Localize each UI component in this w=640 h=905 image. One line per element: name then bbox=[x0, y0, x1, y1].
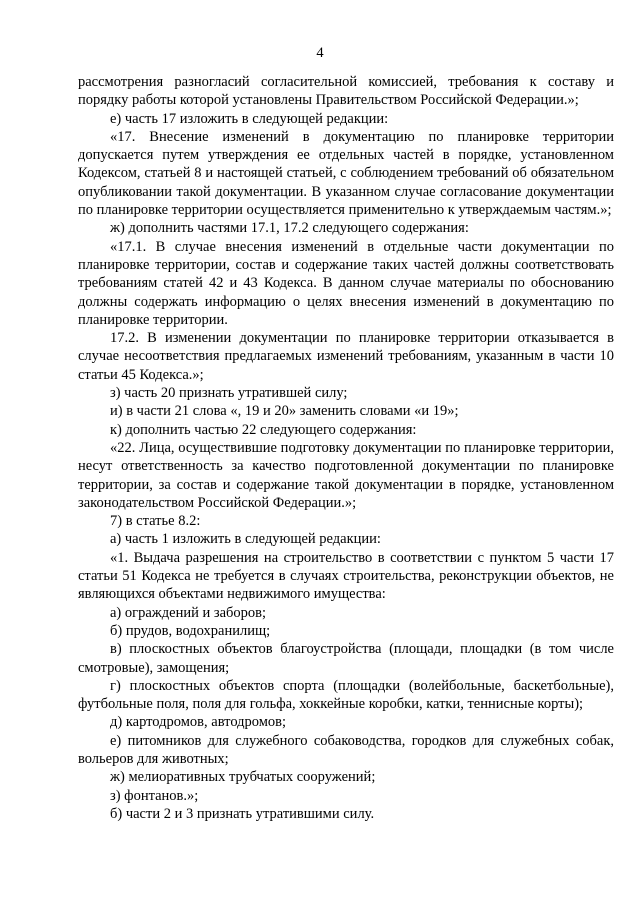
paragraph-19: е) питомников для служебного собаководства, городков для служебных собак, вольеров для животных; bbox=[78, 732, 614, 767]
paragraph-14: а) ограждений и заборов; bbox=[110, 604, 267, 621]
paragraph-3: «17. Внесение изменений в документацию по планировке территории допускается путем утверждения ее отдельных частей в порядке, установленном Кодексом, статьей 8 и настоящей статьей, с соблюдением требований об обязательном опубликовании такой документации. В указанном случае согласование документации по планировке территории осуществляется применительно к утверждаемым частям.»; bbox=[78, 128, 614, 219]
document-body bbox=[78, 73, 614, 823]
paragraph-22: б) части 2 и 3 признать утратившими силу. bbox=[110, 805, 375, 822]
paragraph-7: з) часть 20 признать утратившей силу; bbox=[110, 385, 348, 402]
paragraph-4: ж) дополнить частями 17.1, 17.2 следующего содержания: bbox=[110, 220, 469, 237]
paragraph-1: рассмотрения разногласий согласительной комиссией, требования к составу и порядку работы которой установлены Правительством Российской Федерации.»; bbox=[78, 74, 614, 109]
paragraph-12: а) часть 1 изложить в следующей редакции: bbox=[110, 531, 381, 548]
page-number: 4 bbox=[316, 45, 324, 61]
paragraph-18: д) картодромов, автодромов; bbox=[110, 714, 287, 731]
paragraph-16: в) плоскостных объектов благоустройства (площади, площадки (в том числе смотровые), замощения; bbox=[78, 641, 614, 676]
paragraph-13: «1. Выдача разрешения на строительство в соответствии с пунктом 5 части 17 статьи 51 Кодекса не требуется в случаях строительства, реконструкции объектов, не являющихся объектами недвижимого имущества: bbox=[78, 549, 614, 603]
paragraph-6: 17.2. В изменении документации по планировке территории отказывается в случае несоответствия предлагаемых изменений требованиям, указанным в части 10 статьи 45 Кодекса.»; bbox=[78, 330, 614, 383]
paragraph-2: е) часть 17 изложить в следующей редакции: bbox=[110, 110, 389, 127]
paragraph-11: 7) в статье 8.2: bbox=[110, 513, 201, 530]
paragraph-15: б) прудов, водохранилищ; bbox=[110, 622, 271, 639]
paragraph-8: и) в части 21 слова «, 19 и 20» заменить словами «и 19»; bbox=[110, 403, 459, 420]
paragraph-5: «17.1. В случае внесения изменений в отдельные части документации по планировке территории, состав и содержание таких частей должны соответствовать требованиям статей 42 и 43 Кодекса. В данном случае материалы по обоснованию должны содержать информацию о целях внесения изменений в документацию по планировке территории. bbox=[78, 238, 614, 328]
paragraph-21: з) фонтанов.»; bbox=[110, 787, 199, 804]
paragraph-10: «22. Лица, осуществившие подготовку документации по планировке территории, несут ответственность за качество подготовленной документации по планировке территории, за состав и содержание такой документации в порядке, установленном законодательством Российской Федерации.»; bbox=[78, 439, 614, 511]
paragraph-9: к) дополнить частью 22 следующего содержания: bbox=[110, 421, 417, 438]
paragraph-20: ж) мелиоративных трубчатых сооружений; bbox=[110, 769, 376, 786]
paragraph-17: г) плоскостных объектов спорта (площадки (волейбольные, баскетбольные), футбольные поля, поля для гольфа, хоккейные коробки, катки, теннисные корты); bbox=[78, 677, 614, 713]
